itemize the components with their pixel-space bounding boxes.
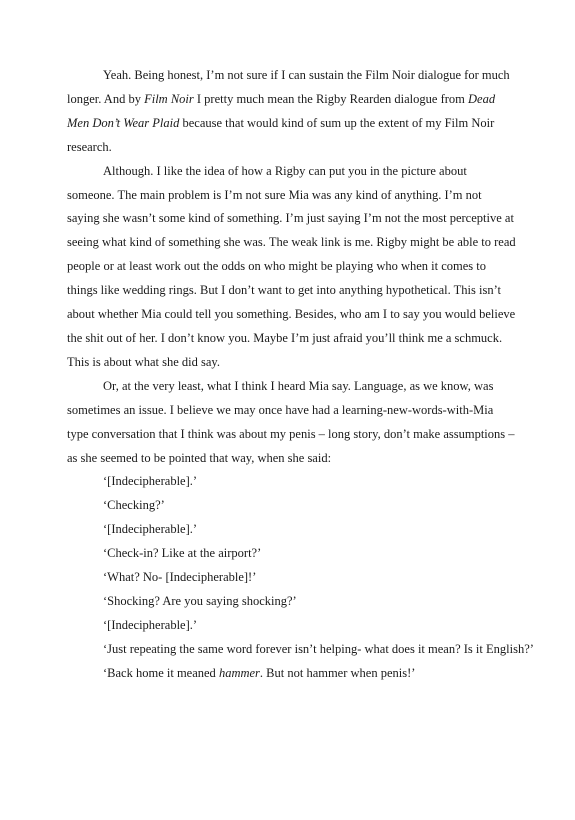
dialogue-line-4 [67,542,517,566]
text-run: Yeah. Being honest, I’m not sure if I can sustain the Film Noir dialogue for much longer. And by [67,68,510,106]
dialogue-line-9 [67,662,517,686]
dialogue-line-8 [67,638,534,662]
text-run: Or, at the very least, what I think I heard Mia say. Language, as we know, was sometimes an issue. I believe we may once have had a learning-new-words-with-Mia type conversation that I think was about my penis – long story, don’t make assumptions – as she seemed to be pointed that way, when she said: [67,378,515,465]
dialogue-line-7 [67,614,517,638]
dialogue-line-6 [67,590,517,614]
text-run: Although. I like the idea of how a Rigby can put you in the picture about someone. The main problem is I’m not sure Mia was any kind of anything. I’m not saying she wasn’t some kind of something. I’m just saying I’m not the most perceptive at seeing what kind of something she was. The weak link is me. Rigby might be able to read people or at least work out the odds on who might be playing who when it comes to things like wedding rings. But I don’t want to get into anything hypothetical. This isn’t about whether Mia could tell you something. Besides, who am I to say you would believe the shit out of her. I don’t know you. Maybe I’m just afraid you’ll think me a schmuck. This is about what she did say. [67,163,516,369]
text-run: ‘[Indecipherable].’ [103,474,198,489]
text-run: because that would kind of sum up the extent of my Film Noir research. [67,115,495,154]
text-run: ‘Check-in? Like at the airport?’ [103,546,262,561]
text-run: ‘What? No- [Indecipherable]!’ [103,570,257,585]
text-run: ‘Just repeating the same word forever isn’t helping- what does it mean? Is it English?’ [103,641,534,656]
text-run: ‘Checking?’ [103,498,165,513]
text-run: ‘[Indecipherable].’ [103,522,198,537]
text-run: . But not hammer when penis!’ [259,665,416,680]
dialogue-line-3 [67,518,517,542]
dialogue-line-5 [67,566,517,590]
text-run: ‘Back home it meaned [103,665,219,680]
body-text [67,64,534,686]
dialogue-line-1 [67,470,517,494]
italic-title-film: Dead Men Don’t Wear Plaid [67,91,496,130]
text-run: ‘[Indecipherable].’ [103,617,198,632]
text-run: ‘Shocking? Are you saying shocking?’ [103,593,297,608]
paragraph-1 [67,64,517,160]
paragraph-2 [67,160,517,375]
text-run: I pretty much mean the Rigby Rearden dialogue from [193,91,468,106]
dialogue-line-2 [67,494,517,518]
paragraph-3 [67,375,517,471]
italic-word-hammer: hammer [218,665,260,680]
italic-title-film-noir: Film Noir [144,91,194,106]
